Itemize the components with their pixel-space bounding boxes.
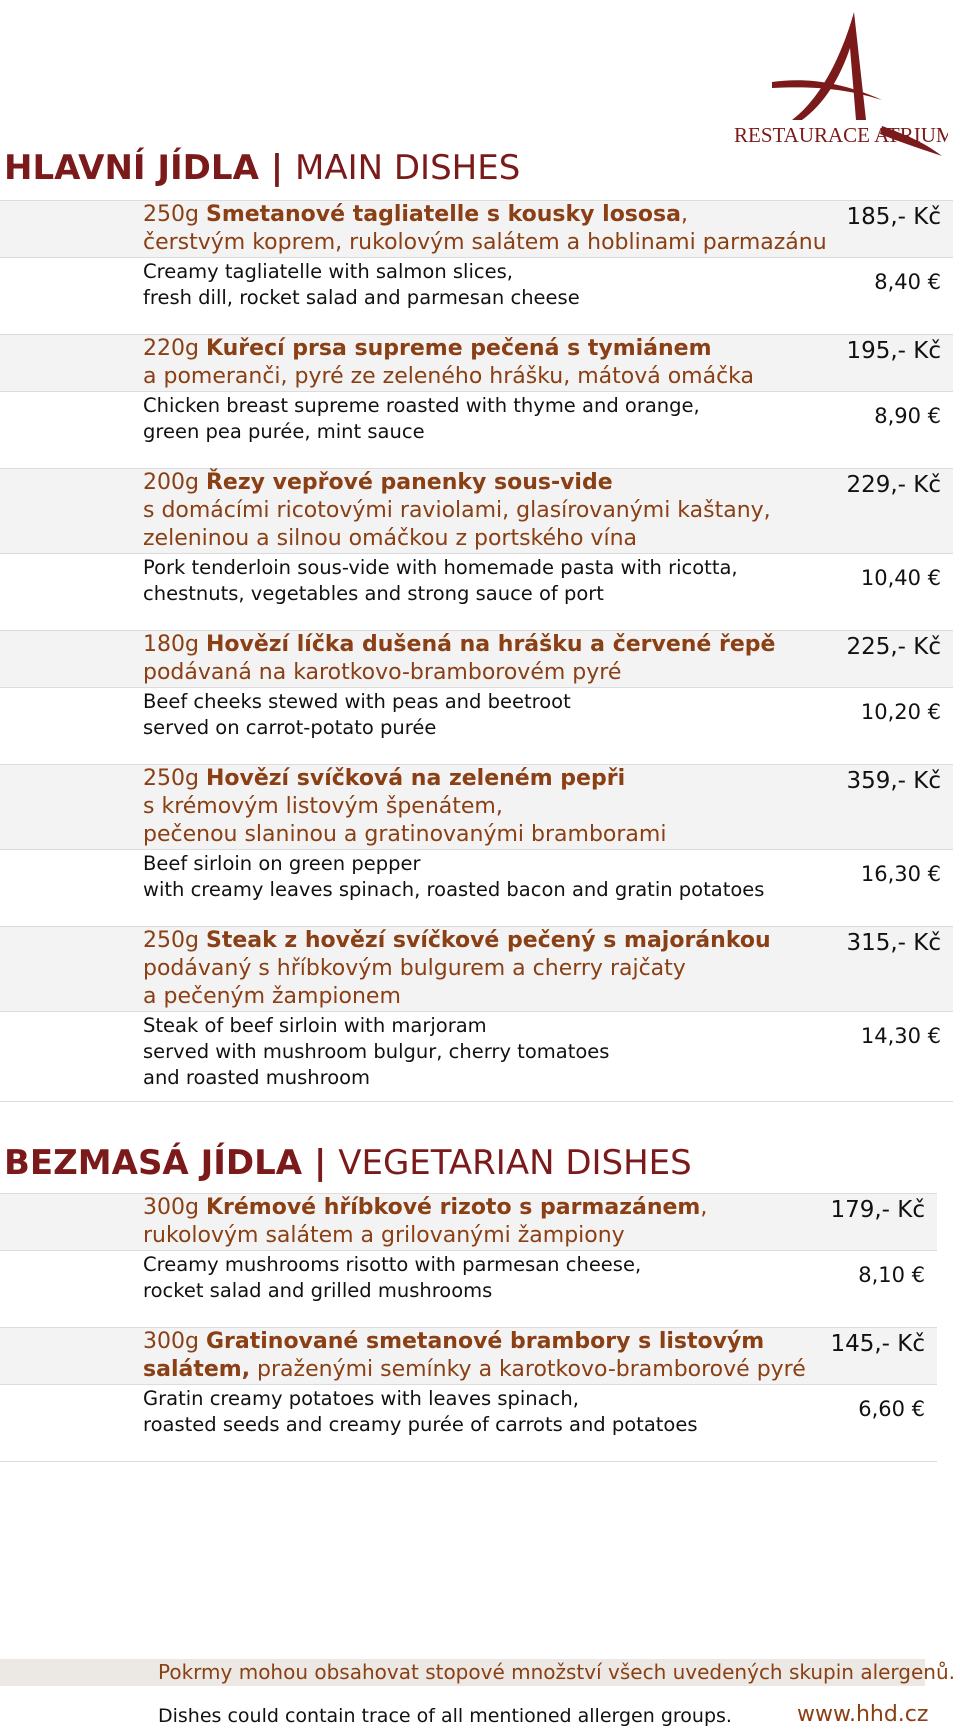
menu-item-cz-line — [143, 983, 800, 1011]
dish-name: Gratinované smetanové brambory s listovým — [205, 1329, 765, 1354]
dish-description: praženými semínky a karotkovo-bramborové pyré — [257, 1357, 806, 1382]
price-czk: 145,- Kč — [830, 1331, 925, 1357]
vegetarian-dishes-list — [0, 1193, 937, 1462]
menu-item-cz-line — [143, 793, 800, 821]
menu-item-en-line: fresh dill, rocket salad and parmesan cheese — [143, 286, 580, 309]
dish-weight: 300g — [143, 1195, 199, 1220]
dish-description: , — [680, 202, 688, 227]
price-czk: 359,- Kč — [846, 768, 941, 794]
section-title-en: VEGETARIAN DISHES — [338, 1143, 692, 1183]
menu-item-en-text — [0, 850, 800, 916]
menu-item-cz-line — [143, 497, 800, 525]
menu-item-en-line: Pork tenderloin sous-vide with homemade pasta with ricotta, — [143, 556, 738, 579]
dish-name: Hovězí svíčková na zeleném pepři — [205, 766, 626, 791]
dish-weight: 250g — [143, 928, 199, 953]
menu-item-cz-row — [0, 764, 953, 850]
menu-item-en-line: green pea purée, mint sauce — [143, 420, 425, 443]
dish-description: čerstvým koprem, rukolovým salátem a hoblinami parmazánu — [143, 230, 827, 255]
dish-description: , — [700, 1195, 708, 1220]
menu-item-en-text — [0, 1012, 800, 1091]
menu-item-cz-text — [0, 765, 800, 849]
menu-item-en-row — [0, 392, 953, 468]
dish-weight: 300g — [143, 1329, 199, 1354]
menu-item-cz-text — [0, 335, 800, 391]
atrium-a-logo-icon — [732, 8, 948, 158]
price-eur: 8,40 € — [874, 270, 941, 294]
menu-item-en-line: Beef sirloin on green pepper — [143, 852, 421, 875]
dish-weight: 220g — [143, 336, 199, 361]
menu-item-cz-line — [143, 765, 800, 793]
dish-weight: 200g — [143, 470, 199, 495]
section-title-vegetarian-dishes — [4, 1143, 692, 1183]
menu-item — [0, 468, 953, 630]
menu-item-cz-line — [143, 525, 800, 553]
menu-item-en-line: Chicken breast supreme roasted with thyme and orange, — [143, 394, 700, 417]
menu-item-cz-text — [0, 201, 827, 257]
menu-item-en-line: with creamy leaves spinach, roasted bacon and gratin potatoes — [143, 878, 765, 901]
section-title-main-dishes — [4, 148, 520, 188]
menu-item — [0, 200, 953, 334]
menu-item-cz-text — [0, 1194, 782, 1250]
menu-item-en-text — [0, 1251, 782, 1317]
menu-item-cz-row — [0, 1193, 937, 1251]
menu-item-en-text — [0, 1385, 782, 1451]
allergen-notice-en: Dishes could contain trace of all mentioned allergen groups. — [158, 1705, 732, 1727]
dish-name: Smetanové tagliatelle s kousky lososa — [205, 202, 681, 227]
dish-description: a pomeranči, pyré ze zeleného hrášku, mátová omáčka — [143, 364, 755, 389]
menu-item-en-row — [0, 850, 953, 926]
dish-weight: 250g — [143, 766, 199, 791]
dish-name: Řezy vepřové panenky sous-vide — [205, 470, 613, 495]
section-title-cz: BEZMASÁ JÍDLA — [4, 1143, 303, 1183]
menu-item — [0, 926, 953, 1102]
price-eur: 10,40 € — [860, 566, 941, 590]
menu-item-en-line: roasted seeds and creamy purée of carrots and potatoes — [143, 1413, 698, 1436]
menu-item — [0, 630, 953, 764]
menu-item-cz-line — [143, 363, 800, 391]
menu-item-cz-line — [143, 927, 800, 955]
price-eur: 14,30 € — [860, 1024, 941, 1048]
dish-description: pečenou slaninou a gratinovanými bramborami — [143, 822, 667, 847]
menu-item-cz-row — [0, 926, 953, 1012]
menu-item-cz-row — [0, 1327, 937, 1385]
menu-item-en-line: Gratin creamy potatoes with leaves spinach, — [143, 1387, 579, 1410]
price-eur: 10,20 € — [860, 700, 941, 724]
dish-name: Steak z hovězí svíčkové pečený s majoránkou — [205, 928, 771, 953]
menu-item-cz-line — [143, 1194, 782, 1222]
menu-item-en-line: Steak of beef sirloin with marjoram — [143, 1014, 487, 1037]
menu-item-en-row — [0, 1251, 937, 1327]
dish-description: rukolovým salátem a grilovanými žampiony — [143, 1223, 625, 1248]
menu-item — [0, 1193, 937, 1327]
dish-description: s krémovým listovým špenátem, — [143, 794, 503, 819]
dish-name: Krémové hříbkové rizoto s parmazánem — [205, 1195, 701, 1220]
menu-item-cz-text — [0, 1328, 806, 1384]
menu-item-cz-text — [0, 927, 800, 1011]
menu-item-cz-line — [143, 821, 800, 849]
menu-item-en-text — [0, 554, 800, 620]
menu-item-cz-text — [0, 469, 800, 553]
menu-item-cz-row — [0, 200, 953, 258]
menu-item-cz-row — [0, 334, 953, 392]
price-czk: 315,- Kč — [846, 930, 941, 956]
menu-item-cz-row — [0, 468, 953, 554]
menu-item-en-text — [0, 258, 800, 324]
menu-item-en-line: Beef cheeks stewed with peas and beetroot — [143, 690, 571, 713]
menu-item-en-line: served on carrot-potato purée — [143, 716, 437, 739]
section-title-separator: | — [270, 148, 284, 188]
price-czk: 185,- Kč — [846, 204, 941, 230]
dish-weight: 180g — [143, 632, 199, 657]
website-link[interactable]: www.hhd.cz — [797, 1702, 929, 1727]
dish-description: podávaný s hříbkovým bulgurem a cherry rajčaty — [143, 956, 686, 981]
menu-item-en-line: served with mushroom bulgur, cherry tomatoes — [143, 1040, 610, 1063]
menu-item-cz-line — [143, 1356, 806, 1384]
menu-item — [0, 764, 953, 926]
menu-item-cz-line — [143, 1222, 782, 1250]
price-eur: 8,90 € — [874, 404, 941, 428]
dish-name: Kuřecí prsa supreme pečená s tymiánem — [205, 336, 712, 361]
menu-item-en-text — [0, 688, 800, 754]
price-eur: 16,30 € — [860, 862, 941, 886]
menu-item — [0, 1327, 937, 1462]
logo-wordmark: RESTAURACE ATRIUM — [734, 123, 948, 147]
menu-item-en-row — [0, 258, 953, 334]
menu-item-en-line: and roasted mushroom — [143, 1066, 371, 1089]
menu-item-cz-row — [0, 630, 953, 688]
dish-name: salátem, — [143, 1357, 251, 1382]
section-title-en: MAIN DISHES — [295, 148, 521, 188]
menu-item-cz-line — [143, 469, 800, 497]
menu-item-cz-line — [143, 631, 800, 659]
menu-item-en-line: rocket salad and grilled mushrooms — [143, 1279, 493, 1302]
dish-name: Hovězí líčka dušená na hrášku a červené řepě — [205, 632, 776, 657]
menu-item-cz-line — [143, 229, 827, 257]
price-czk: 195,- Kč — [846, 338, 941, 364]
price-czk: 229,- Kč — [846, 472, 941, 498]
menu-item-cz-line — [143, 201, 800, 229]
menu-item-en-line: chestnuts, vegetables and strong sauce of port — [143, 582, 604, 605]
menu-item-en-row — [0, 1385, 937, 1462]
dish-description: a pečeným žampionem — [143, 984, 401, 1009]
menu-item-cz-line — [143, 1328, 782, 1356]
dish-description: podávaná na karotkovo-bramborovém pyré — [143, 660, 622, 685]
price-czk: 179,- Kč — [830, 1197, 925, 1223]
price-eur: 6,60 € — [858, 1397, 925, 1421]
price-czk: 225,- Kč — [846, 634, 941, 660]
section-title-separator: | — [313, 1143, 327, 1183]
menu-item-cz-line — [143, 659, 800, 687]
menu-item-en-row — [0, 554, 953, 630]
allergen-notice-cz: Pokrmy mohou obsahovat stopové množství všech uvedených skupin alergenů. — [0, 1659, 925, 1686]
restaurant-logo — [732, 8, 948, 158]
dish-description: zeleninou a silnou omáčkou z portského vína — [143, 526, 637, 551]
menu-item-en-line: Creamy tagliatelle with salmon slices, — [143, 260, 513, 283]
menu-item-en-row — [0, 1012, 953, 1102]
menu-item-cz-text — [0, 631, 800, 687]
price-eur: 8,10 € — [858, 1263, 925, 1287]
menu-item-en-text — [0, 392, 800, 458]
menu-item-cz-line — [143, 955, 800, 983]
dish-description: s domácími ricotovými raviolami, glasírovanými kaštany, — [143, 498, 771, 523]
menu-item-cz-line — [143, 335, 800, 363]
menu-item-en-line: Creamy mushrooms risotto with parmesan cheese, — [143, 1253, 642, 1276]
menu-item — [0, 334, 953, 468]
main-dishes-list — [0, 200, 953, 1102]
section-title-cz: HLAVNÍ JÍDLA — [4, 148, 259, 188]
menu-item-en-row — [0, 688, 953, 764]
dish-weight: 250g — [143, 202, 199, 227]
